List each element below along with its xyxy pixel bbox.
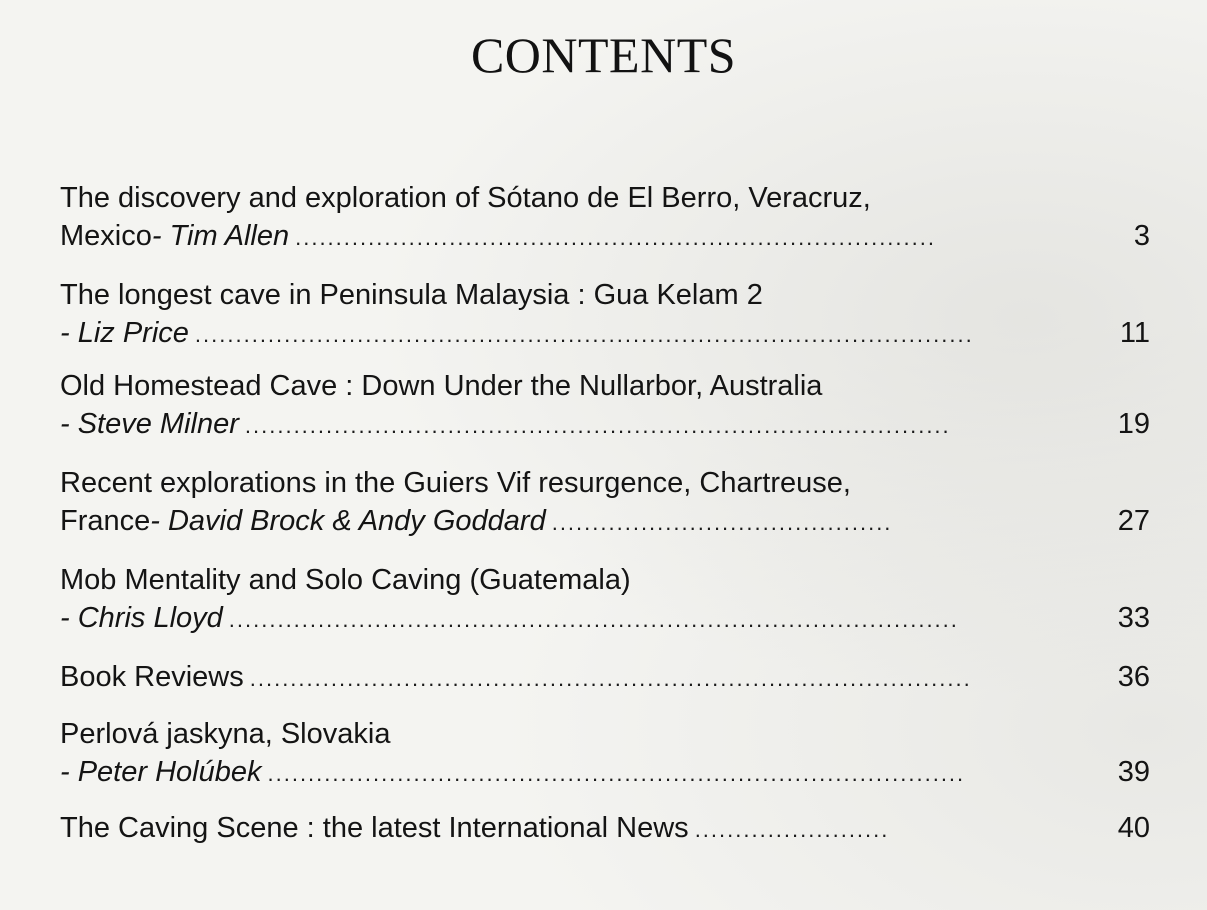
entry-title: Recent explorations in the Guiers Vif resurgence, Chartreuse, <box>60 467 851 499</box>
entry-title-line <box>60 180 1150 218</box>
entry-title-line <box>60 659 1150 697</box>
entry-author-line <box>60 218 1150 256</box>
entry-page-number: 39 <box>1117 756 1150 788</box>
dot-leader <box>245 408 951 444</box>
entry-title-line <box>60 810 1150 848</box>
entry-title: The discovery and exploration of Sótano de El Berro, Veracruz, <box>60 182 871 214</box>
entry-page-number: 11 <box>1119 317 1150 349</box>
toc-entry[interactable] <box>60 659 1150 697</box>
toc-entry[interactable] <box>60 562 1150 638</box>
entry-title-line <box>60 368 1150 406</box>
toc-entry[interactable] <box>60 368 1150 444</box>
entry-author-line <box>60 503 1150 541</box>
entry-page-number: 40 <box>1117 812 1150 844</box>
entry-title: Book Reviews <box>60 661 244 693</box>
toc-entry[interactable] <box>60 465 1150 541</box>
entry-author-line <box>60 600 1150 638</box>
entry-title: Perlová jaskyna, Slovakia <box>60 718 391 750</box>
entry-author: - David Brock & Andy Goddard <box>150 505 546 537</box>
toc-entry[interactable] <box>60 716 1150 792</box>
dot-leader <box>552 505 892 541</box>
entry-author-line <box>60 754 1150 792</box>
toc-entry[interactable] <box>60 277 1150 353</box>
entry-author: - Peter Holúbek <box>60 756 262 788</box>
dot-leader <box>250 661 970 697</box>
entry-title-line <box>60 716 1150 754</box>
entry-page-number: 3 <box>1133 220 1150 252</box>
entry-title-line <box>60 277 1150 315</box>
entry-author: - Liz Price <box>60 317 189 349</box>
entry-page-number: 27 <box>1117 505 1150 537</box>
dot-leader <box>295 220 935 256</box>
dot-leader <box>195 317 973 353</box>
entry-title: Mob Mentality and Solo Caving (Guatemala) <box>60 564 631 596</box>
entry-author-line <box>60 406 1150 444</box>
page-title: CONTENTS <box>470 27 737 83</box>
dot-leader <box>268 756 964 792</box>
entry-page-number: 19 <box>1117 408 1150 440</box>
toc-entry[interactable] <box>60 180 1150 256</box>
entry-title: The Caving Scene : the latest International News <box>60 812 689 844</box>
entry-title-continued: France <box>60 505 151 537</box>
entry-author: - Tim Allen <box>151 220 290 252</box>
entry-page-number: 36 <box>1117 661 1150 693</box>
entry-author: - Steve Milner <box>60 408 239 440</box>
entry-author-line <box>60 315 1150 353</box>
entry-title-continued: Mexico <box>60 220 152 252</box>
toc-entry[interactable] <box>60 810 1150 848</box>
entry-title-line <box>60 562 1150 600</box>
entry-title: Old Homestead Cave : Down Under the Nullarbor, Australia <box>60 370 823 402</box>
entry-title: The longest cave in Peninsula Malaysia : Gua Kelam 2 <box>60 279 763 311</box>
dot-leader <box>229 602 959 638</box>
entry-author: - Chris Lloyd <box>60 602 223 634</box>
entry-page-number: 33 <box>1117 602 1150 634</box>
entry-title-line <box>60 465 1150 503</box>
dot-leader <box>695 812 891 848</box>
